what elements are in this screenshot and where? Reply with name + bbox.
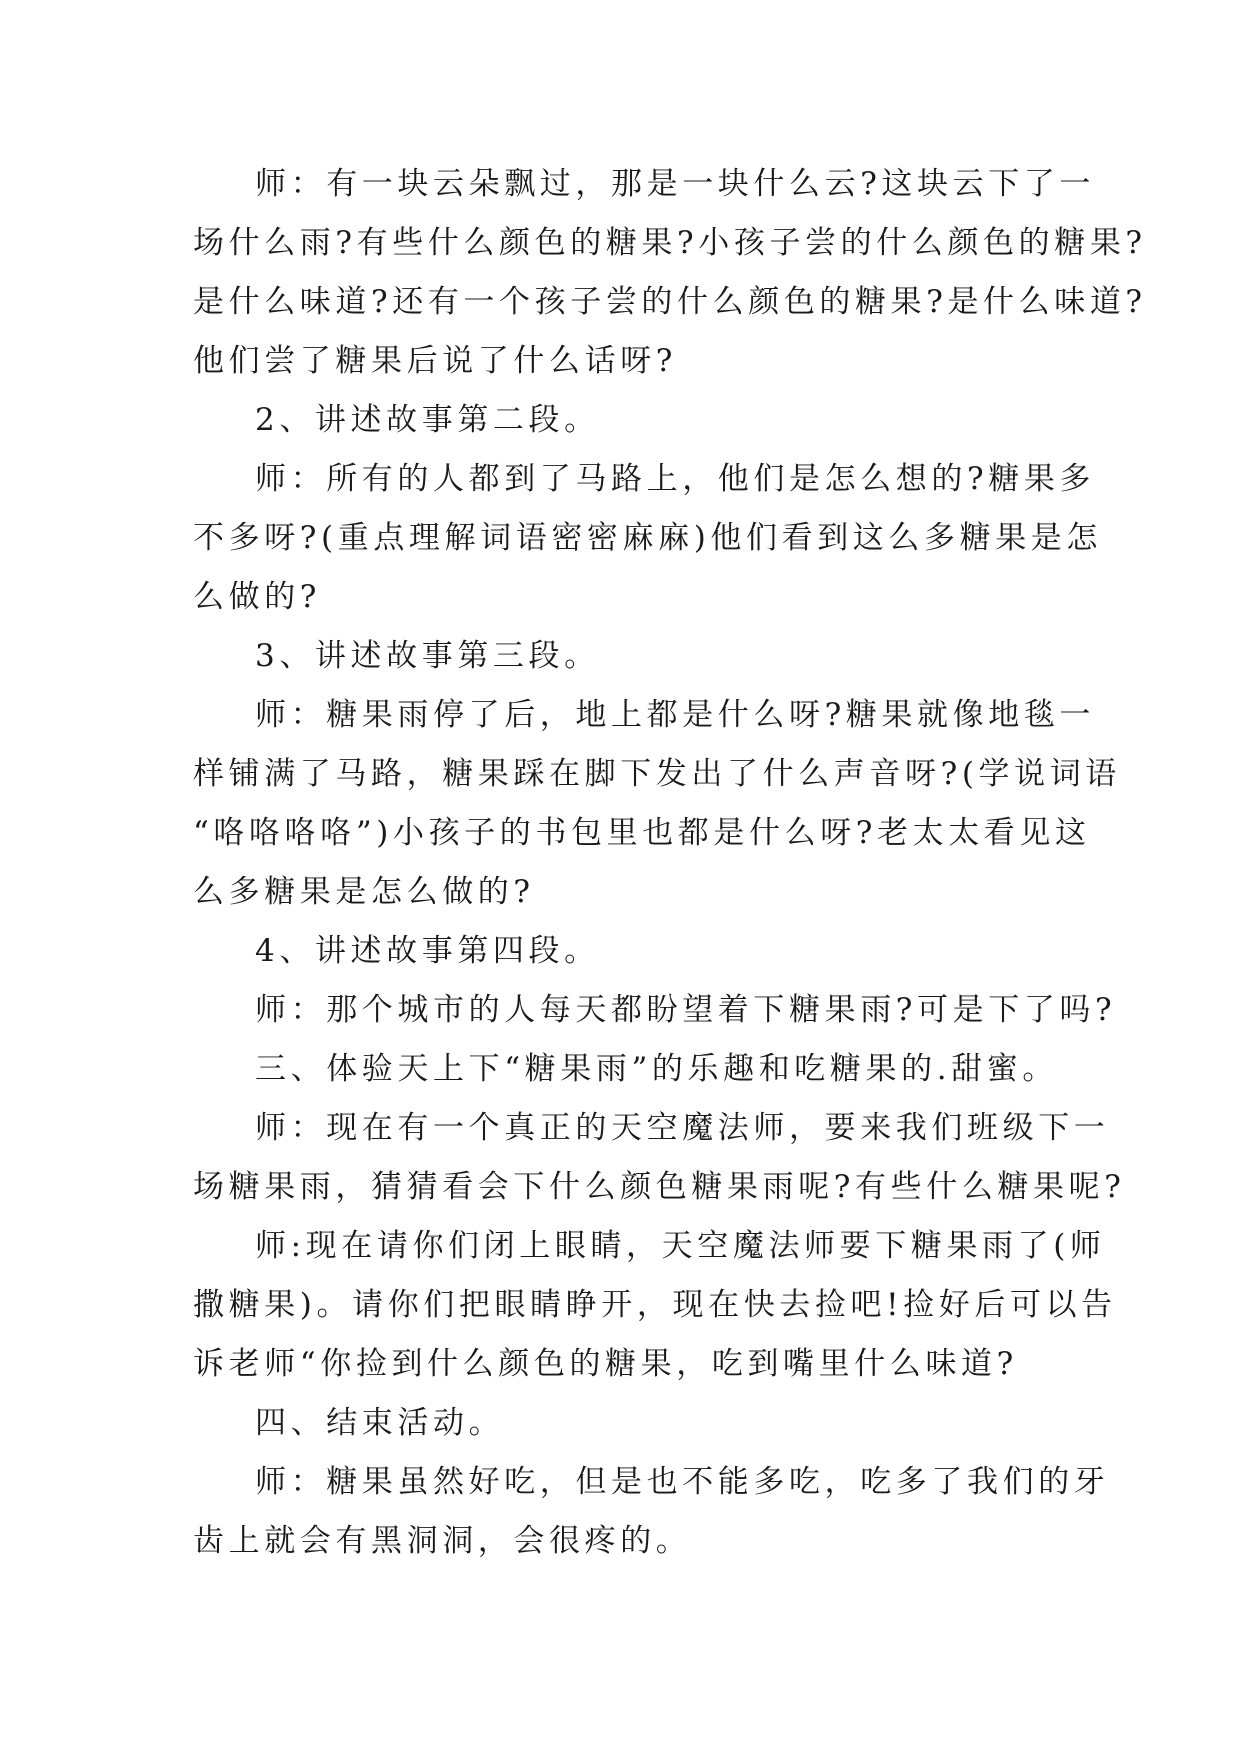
paragraph-teacher-magician — [193, 1099, 1125, 1217]
paragraph-teacher-conclusion — [193, 1453, 1109, 1571]
text-line: 2、讲述故事第二段。 — [255, 402, 600, 438]
text-line: 场什么雨?有些什么颜色的糖果?小孩子尝的什么颜色的糖果? — [193, 225, 1147, 261]
paragraph-teacher-after-rain-questions — [193, 686, 1121, 922]
text-line: 样铺满了马路，糖果踩在脚下发出了什么声音呀?(学说词语 — [193, 756, 1121, 792]
paragraph-section-3-heading — [193, 1040, 1058, 1099]
text-line: 他们尝了糖果后说了什么话呀? — [193, 343, 678, 379]
text-line: 么多糖果是怎么做的? — [193, 874, 535, 910]
text-line: 3、讲述故事第三段。 — [255, 638, 600, 674]
text-line: 三、体验天上下“糖果雨”的乐趣和吃糖果的.甜蜜。 — [255, 1051, 1058, 1087]
paragraph-teacher-road-questions — [193, 450, 1102, 627]
text-line: 师：那个城市的人每天都盼望着下糖果雨?可是下了吗? — [255, 992, 1117, 1028]
text-line: 师：糖果雨停了后，地上都是什么呀?糖果就像地毯一 — [255, 697, 1096, 733]
paragraph-step-3-heading — [193, 627, 600, 686]
paragraph-step-4-heading — [193, 922, 600, 981]
text-line: 么做的? — [193, 579, 322, 615]
text-line: 师:现在请你们闭上眼睛，天空魔法师要下糖果雨了(师 — [255, 1228, 1106, 1264]
paragraph-teacher-city-question — [193, 981, 1116, 1040]
text-line: 齿上就会有黑洞洞，会很疼的。 — [193, 1523, 692, 1559]
text-line: 撒糖果)。请你们把眼睛睁开，现在快去捡吧!捡好后可以告 — [193, 1287, 1117, 1323]
text-line: 师：所有的人都到了马路上，他们是怎么想的?糖果多 — [255, 461, 1096, 497]
paragraph-step-2-heading — [193, 391, 600, 450]
text-line: 不多呀?(重点理解词语密密麻麻)他们看到这么多糖果是怎 — [193, 520, 1103, 556]
paragraph-teacher-cloud-questions — [193, 155, 1147, 391]
text-line: “咯咯咯咯”)小孩子的书包里也都是什么呀?老太太看见这 — [193, 815, 1091, 851]
text-line: 四、结束活动。 — [255, 1405, 505, 1441]
text-line: 4、讲述故事第四段。 — [255, 933, 600, 969]
text-line: 师：有一块云朵飘过，那是一块什么云?这块云下了一 — [255, 166, 1096, 202]
text-line: 师：糖果虽然好吃，但是也不能多吃，吃多了我们的牙 — [255, 1464, 1110, 1500]
text-line: 诉老师“你捡到什么颜色的糖果，吃到嘴里什么味道? — [193, 1346, 1018, 1382]
text-line: 场糖果雨，猜猜看会下什么颜色糖果雨呢?有些什么糖果呢? — [193, 1169, 1126, 1205]
paragraph-teacher-close-eyes — [193, 1217, 1117, 1394]
text-line: 师：现在有一个真正的天空魔法师，要来我们班级下一 — [255, 1110, 1110, 1146]
paragraph-section-4-heading — [193, 1394, 504, 1453]
text-line: 是什么味道?还有一个孩子尝的什么颜色的糖果?是什么味道? — [193, 284, 1147, 320]
